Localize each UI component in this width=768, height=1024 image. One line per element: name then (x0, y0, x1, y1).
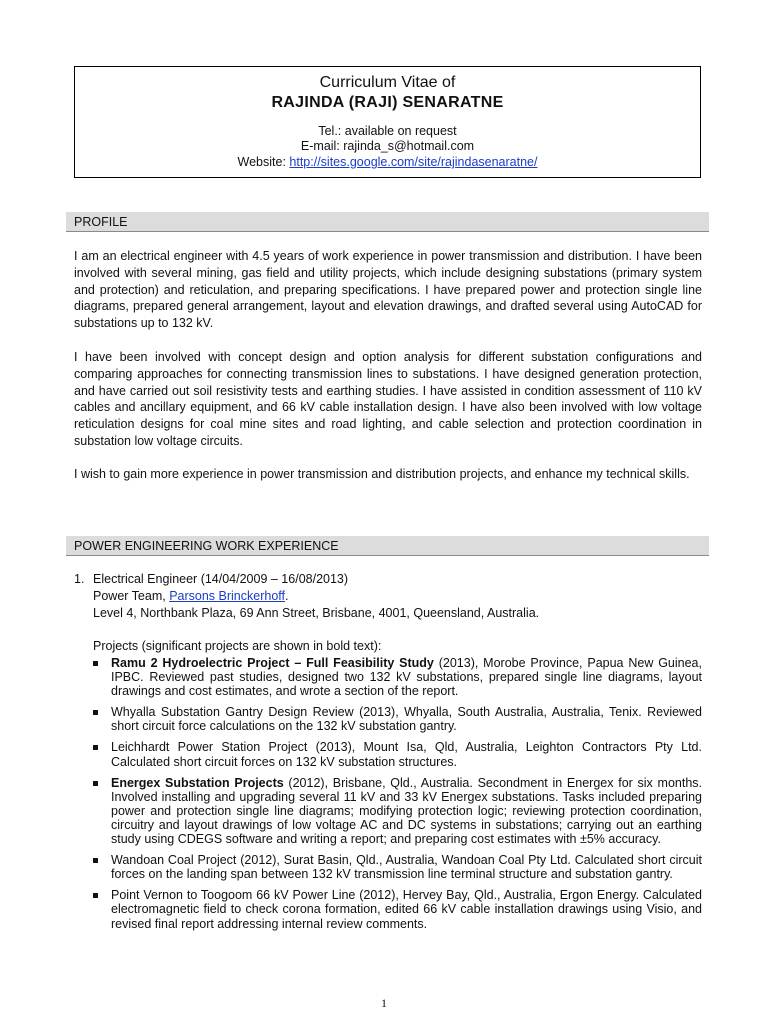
bullet-marker (93, 781, 98, 786)
website-label: Website: (237, 155, 290, 169)
team-suffix: . (285, 589, 289, 603)
bullet-marker (93, 745, 98, 750)
job-title: Electrical Engineer (14/04/2009 – 16/08/2013) (93, 572, 349, 586)
email: E-mail: rajinda_s@hotmail.com (300, 139, 475, 153)
project-bold-title: Ramu 2 Hydroelectric Project – Full Feasibility Study (111, 656, 434, 670)
project-text: (2012), Brisbane, Qld., Australia. Secondment in Energex for six months. Involved installing and upgrading several 11 kV and 33 kV Energex substations. Tasks included preparing power and protection single line diagrams; modifying protection logic; reviewing protection coordination, circuitry and layout drawings of low voltage AC and DC systems in substations; carrying out an earthing study using CDEGS software and writing a report; and preparing cost estimates with ±5% accuracy. (111, 775, 702, 847)
list-item (92, 656, 702, 698)
candidate-name: RAJINDA (RAJI) SENARATNE (271, 94, 504, 111)
company-link[interactable]: Parsons Brinckerhoff (169, 589, 285, 603)
project-bold-title: Energex Substation Projects (111, 775, 284, 790)
list-item (92, 853, 702, 881)
website (75, 155, 700, 169)
project-text: Wandoan Coal Project (2012), Surat Basin, Qld., Australia, Wandoan Coal Pty Ltd. Calculated short circuit forces on the landing span between 132 kV transmission line terminal structure and substation gantry. (111, 853, 702, 882)
list-item (92, 740, 702, 768)
experience-heading: POWER ENGINEERING WORK EXPERIENCE (66, 536, 709, 556)
telephone: Tel.: available on request (318, 124, 457, 138)
bullet-marker (93, 710, 98, 715)
profile-paragraph-2: I have been involved with concept design and option analysis for different substation configurations and comparing approaches for connecting transmission lines to substations. I have designed generation protection, and have carried out soil resistivity tests and earthing studies. I have assisted in condition assessment of 110 kV cables and ancillary equipment, and 66 kV cable installation design. I have also been involved with low voltage reticulation designs for coal mine sites and road lighting, and cable selection and protection coordination in substation low voltage circuits. (74, 350, 702, 448)
project-text: Leichhardt Power Station Project (2013), Mount Isa, Qld, Australia, Leighton Contractors Pty Ltd. Calculated short circuit forces on 132 kV substation structures. (111, 740, 702, 769)
bullet-marker (93, 893, 98, 898)
cv-header-box (74, 66, 701, 178)
bullet-marker (93, 858, 98, 863)
projects-intro: Projects (significant projects are shown in bold text): (93, 639, 382, 653)
bullet-marker (93, 661, 98, 666)
job-address: Level 4, Northbank Plaza, 69 Ann Street, Brisbane, 4001, Queensland, Australia. (93, 606, 540, 620)
project-text: Whyalla Substation Gantry Design Review (2013), Whyalla, South Australia, Australia, Tenix. Reviewed short circuit force calculations on the 132 kV substation gantry. (111, 705, 702, 734)
project-text: Point Vernon to Toogoom 66 kV Power Line (2012), Hervey Bay, Qld., Australia, Ergon Energy. Calculated electromagnetic field to check corona formation, edited 66 kV cable installation drawings using Visio, and revised final report addressing internal review comments. (111, 888, 702, 931)
job-number: 1. (74, 572, 85, 586)
list-item (92, 888, 702, 930)
list-item (92, 776, 702, 846)
page-number: 1 (381, 996, 387, 1010)
project-list (92, 656, 702, 938)
cv-title: Curriculum Vitae of (319, 74, 456, 91)
list-item (92, 705, 702, 733)
website-link[interactable]: http://sites.google.com/site/rajindasenaratne/ (289, 155, 538, 169)
profile-paragraph-3: I wish to gain more experience in power transmission and distribution projects, and enhance my technical skills. (74, 467, 690, 481)
project-text: (2013), Morobe Province, Papua New Guinea, IPBC. Reviewed past studies, designed two 132 kV substations, prepared single line diagrams, layout drawings and cost estimates, and wrote a section of the report. (111, 656, 702, 699)
team-prefix: Power Team, (93, 589, 170, 603)
profile-heading: PROFILE (66, 212, 709, 232)
job-team (93, 589, 288, 605)
profile-paragraph-1: I am an electrical engineer with 4.5 years of work experience in power transmission and distribution. I have been involved with several mining, gas field and utility projects, which include designing substations (primary system and protection) and reticulation, and preparing specifications. I have prepared power and protection single line diagrams, prepared general arrangement, layout and elevation drawings, and drafted several using AutoCAD for substations up to 132 kV. (74, 249, 702, 331)
